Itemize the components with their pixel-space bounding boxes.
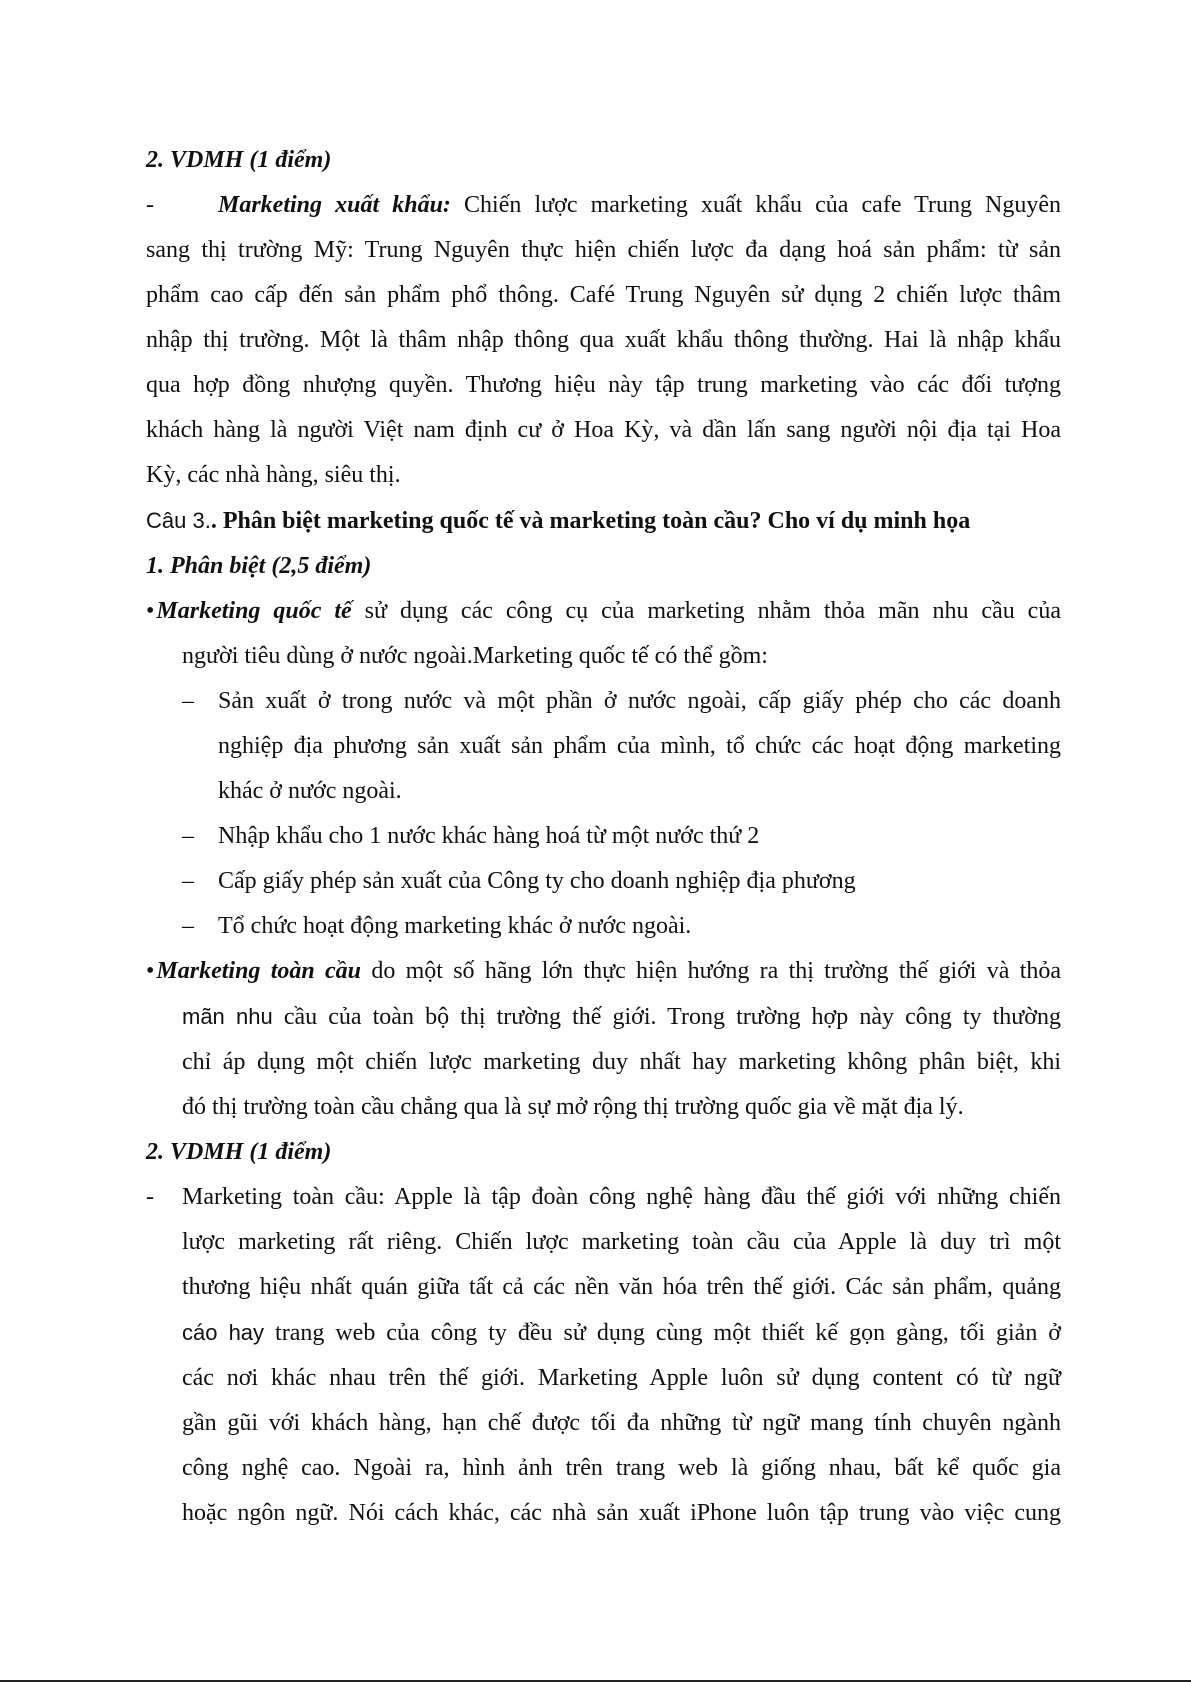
paragraph-line: chỉ áp dụng một chiến lược marketing duy nhất hay marketing không phân biệt, khi bbox=[182, 1049, 1061, 1075]
term-global-marketing: Marketing toàn cầu bbox=[156, 958, 362, 984]
document-page bbox=[146, 138, 1061, 1536]
paragraph-line: người tiêu dùng ở nước ngoài.Marketing quốc tế có thể gồm: bbox=[182, 643, 768, 669]
dash-marker: - bbox=[146, 1184, 154, 1210]
paragraph-line: sang thị trường Mỹ: Trung Nguyên thực hiện chiến lược đa dạng hoá sản phẩm: từ sản bbox=[146, 237, 1061, 263]
bullet-global-marketing: • Marketing toàn cầu do một số hãng lớn thực hiện hướng ra thị trường thế giới và thỏa bbox=[146, 949, 1061, 994]
list-item-line: khác ở nước ngoài. bbox=[218, 778, 402, 804]
question-text: . Phân biệt marketing quốc tế và marketing toàn cầu? Cho ví dụ minh họa bbox=[210, 508, 971, 534]
bullet-international-marketing: • Marketing quốc tế sử dụng các công cụ của marketing nhằm thỏa mãn nhu cầu của bbox=[146, 589, 1061, 634]
paragraph-line: khách hàng là người Việt nam định cư ở Hoa Kỳ, và dần lấn sang người nội địa tại Hoa bbox=[146, 417, 1061, 443]
part1-heading: 1. Phân biệt (2,5 điểm) bbox=[146, 553, 372, 579]
bullet-marker: • bbox=[146, 598, 155, 624]
list-item: – Nhập khẩu cho 1 nước khác hàng hoá từ một nước thứ 2 bbox=[146, 814, 1061, 859]
question-3-title bbox=[146, 498, 1061, 544]
bullet-marker: • bbox=[146, 958, 155, 984]
paragraph-apple-example: - Marketing toàn cầu: Apple là tập đoàn công nghệ hàng đầu thế giới với những chiến bbox=[146, 1175, 1061, 1220]
paragraph-line: nhập thị trường. Một là thâm nhập thông qua xuất khẩu thông thường. Hai là nhập khẩu bbox=[146, 327, 1061, 353]
paragraph-line: qua hợp đồng nhượng quyền. Thương hiệu này tập trung marketing vào các đối tượng bbox=[146, 372, 1061, 398]
list-item: – Cấp giấy phép sản xuất của Công ty cho doanh nghiệp địa phương bbox=[146, 859, 1061, 904]
paragraph-line: hoặc ngôn ngữ. Nói cách khác, các nhà sản xuất iPhone luôn tập trung vào việc cung bbox=[182, 1500, 1061, 1526]
term-international-marketing: Marketing quốc tế bbox=[156, 598, 352, 624]
term-export-marketing: Marketing xuất khẩu: bbox=[218, 192, 451, 218]
dash-marker: – bbox=[182, 913, 194, 939]
section-heading-vdmh: 2. VDMH (1 điểm) bbox=[146, 147, 332, 173]
dash-marker: – bbox=[182, 688, 194, 714]
paragraph-line: cáo hay trang web của công ty đều sử dụng cùng một thiết kế gọn gàng, tối giản ở bbox=[182, 1320, 1061, 1346]
paragraph-export-marketing: - Marketing xuất khẩu: Chiến lược marketing xuất khẩu của cafe Trung Nguyên bbox=[146, 183, 1061, 228]
dash-marker: – bbox=[182, 868, 194, 894]
paragraph-line: các nơi khác nhau trên thế giới. Marketing Apple luôn sử dụng content có từ ngữ bbox=[182, 1365, 1061, 1391]
paragraph-line: công nghệ cao. Ngoài ra, hình ảnh trên trang web là giống nhau, bất kể quốc gia bbox=[182, 1455, 1061, 1481]
page-bottom-rule bbox=[0, 1680, 1191, 1682]
paragraph-line: mãn nhu cầu của toàn bộ thị trường thế giới. Trong trường hợp này công ty thường bbox=[182, 1004, 1061, 1030]
question-prefix: Câu 3. bbox=[146, 508, 211, 533]
paragraph-line: phẩm cao cấp đến sản phẩm phổ thông. Café Trung Nguyên sử dụng 2 chiến lược thâm bbox=[146, 282, 1061, 308]
dash-marker: – bbox=[182, 823, 194, 849]
list-item: – Sản xuất ở trong nước và một phần ở nước ngoài, cấp giấy phép cho các doanh bbox=[146, 679, 1061, 724]
dash-marker: - bbox=[146, 192, 154, 218]
paragraph-line: gần gũi với khách hàng, hạn chế được tối đa những từ ngữ mang tính chuyên ngành bbox=[182, 1410, 1061, 1436]
list-item-line: nghiệp địa phương sản xuất sản phẩm của mình, tổ chức các hoạt động marketing bbox=[218, 733, 1061, 759]
list-item: – Tổ chức hoạt động marketing khác ở nước ngoài. bbox=[146, 904, 1061, 949]
paragraph-line: đó thị trường toàn cầu chẳng qua là sự mở rộng thị trường quốc gia về mặt địa lý. bbox=[182, 1094, 964, 1120]
paragraph-line: thương hiệu nhất quán giữa tất cả các nền văn hóa trên thế giới. Các sản phẩm, quảng bbox=[182, 1274, 1061, 1300]
paragraph-line: Kỳ, các nhà hàng, siêu thị. bbox=[146, 462, 401, 488]
paragraph-line: lược marketing rất riêng. Chiến lược marketing toàn cầu của Apple là duy trì một bbox=[182, 1229, 1061, 1255]
part2-heading: 2. VDMH (1 điểm) bbox=[146, 1139, 332, 1165]
